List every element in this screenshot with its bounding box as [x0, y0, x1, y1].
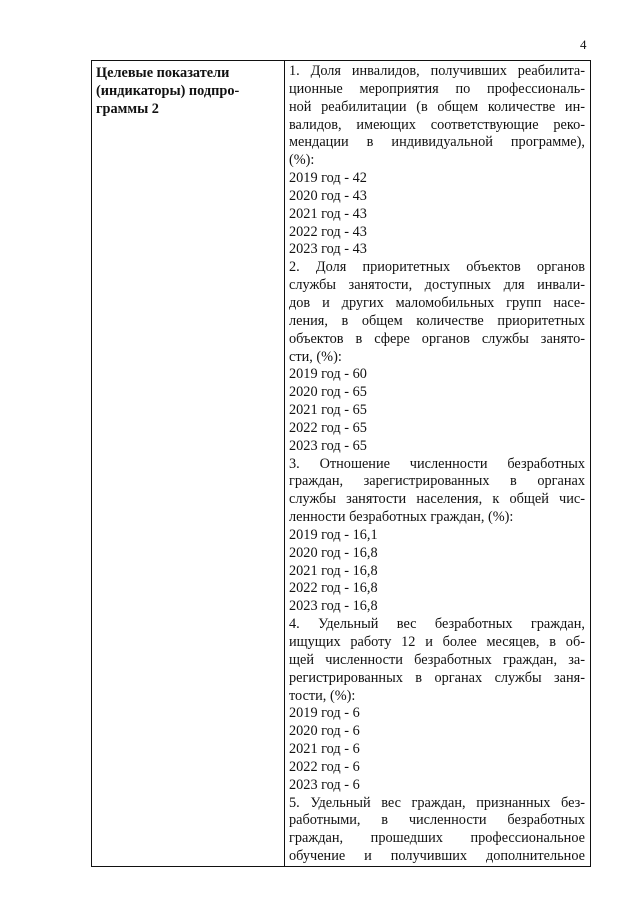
- content-line: 2021 год - 16,8: [289, 562, 378, 579]
- content-line: 2023 год - 16,8: [289, 598, 378, 615]
- content-line: 2019 год - 42: [289, 170, 367, 187]
- content-line: ищущих работу 12 и более месяцев, в об-: [289, 634, 585, 650]
- content-line: граждан, прошедших профессиональное: [289, 830, 585, 847]
- content-line: (%):: [289, 152, 315, 169]
- content-line: 2020 год - 6: [289, 723, 360, 740]
- content-line: 2023 год - 65: [289, 437, 367, 454]
- indicators-list: [285, 61, 590, 866]
- indicators-table: [91, 60, 591, 867]
- content-line: 2020 год - 16,8: [289, 544, 378, 561]
- content-line: сти, (%):: [289, 348, 342, 365]
- content-line: 2022 год - 6: [289, 758, 360, 775]
- content-line: 4. Удельный вес безработных граждан,: [289, 616, 585, 633]
- label-cell: [92, 61, 285, 867]
- content-line: 3. Отношение численности безработных: [289, 455, 585, 472]
- content-line: ной реабилитации (в общем количестве ин-: [289, 98, 585, 115]
- content-line: мендации в индивидуальной программе),: [289, 134, 585, 151]
- page-number: 4: [580, 37, 587, 52]
- content-line: ленности безработных граждан, (%):: [289, 509, 514, 526]
- content-line: 2022 год - 43: [289, 223, 367, 240]
- content-line: 2023 год - 43: [289, 241, 367, 258]
- content-line: работными, в численности безработных: [289, 812, 585, 829]
- content-line: дов и других маломобильных групп насе-: [289, 294, 585, 311]
- content-line: 2023 год - 6: [289, 776, 360, 793]
- content-line: 2021 год - 65: [289, 402, 367, 419]
- content-line: 2. Доля приоритетных объектов органов: [289, 259, 585, 276]
- content-line: ционные мероприятия по профессиональ-: [289, 80, 585, 97]
- content-line: 2019 год - 60: [289, 366, 367, 383]
- content-line: щей численности безработных граждан, за-: [289, 651, 585, 668]
- content-line: валидов, имеющих соответствующие реко-: [289, 116, 585, 133]
- content-line: службы занятости населения, к общей чис-: [289, 491, 585, 508]
- content-line: регистрированных в органах службы заня-: [289, 669, 585, 686]
- content-line: 1. Доля инвалидов, получивших реабилита-: [289, 63, 585, 79]
- content-line: объектов в сфере органов службы занято-: [289, 330, 585, 347]
- label-line: (индикаторы) подпро-: [96, 82, 240, 99]
- content-line: 2020 год - 43: [289, 187, 367, 204]
- content-line: граждан, зарегистрированных в органах: [289, 473, 585, 490]
- content-line: 2019 год - 6: [289, 705, 360, 722]
- content-line: обучение и получивших дополнительное: [289, 848, 585, 865]
- content-line: 2021 год - 6: [289, 741, 360, 758]
- content-line: ления, в общем количестве приоритетных: [289, 312, 585, 329]
- indicators-label: [92, 61, 284, 118]
- content-line: 5. Удельный вес граждан, признанных без-: [289, 794, 585, 811]
- content-line: тости, (%):: [289, 687, 356, 704]
- label-line: граммы 2: [96, 100, 159, 117]
- content-line: 2022 год - 16,8: [289, 580, 378, 597]
- content-line: службы занятости, доступных для инвали-: [289, 277, 585, 294]
- indicators-content-cell: [285, 61, 591, 867]
- content-line: 2021 год - 43: [289, 205, 367, 222]
- content-line: 2022 год - 65: [289, 419, 367, 436]
- table-row: [92, 61, 591, 867]
- label-line: Целевые показатели: [96, 65, 230, 81]
- content-line: 2020 год - 65: [289, 384, 367, 401]
- content-line: 2019 год - 16,1: [289, 526, 378, 543]
